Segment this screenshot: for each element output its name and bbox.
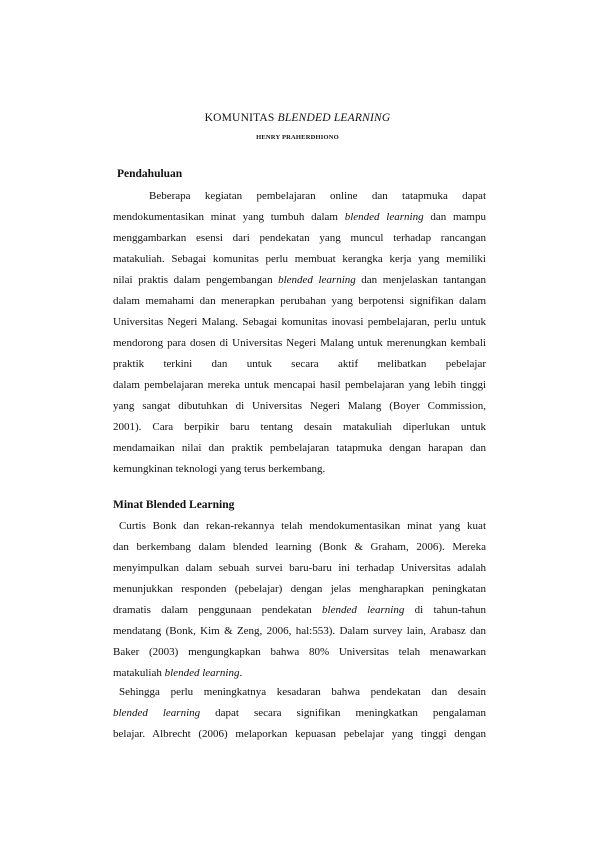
paragraph-line: dramatis dalam penggunaan pendekatan blended learning di tahun-tahun [113, 604, 486, 616]
italic-term: blended learning [344, 211, 424, 223]
section-heading-pendahuluan: Pendahuluan [117, 168, 183, 180]
italic-term: blended learning [164, 667, 240, 679]
paragraph-line: mendatang (Bonk, Kim & Zeng, 2006, hal:553). Dalam survey lain, Arabasz dan [113, 625, 486, 637]
italic-term: blended learning [278, 274, 356, 286]
paragraph-line: Sehingga perlu meningkatnya kesadaran bahwa pendekatan dan desain [119, 686, 486, 698]
paragraph-minat-2 [113, 682, 486, 745]
paragraph-pendahuluan [113, 186, 486, 480]
paragraph-line: mendamaikan nilai dan praktik pembelajaran tatapmuka dengan harapan dan [113, 442, 486, 454]
paragraph-line: dalam memahami dan menerapkan perubahan yang berpotensi signifikan dalam [113, 295, 486, 307]
paragraph-line: 2001). Cara berpikir baru tentang desain matakuliah diperlukan untuk [113, 421, 486, 433]
paragraph-line: matakuliah. Sebagai komunitas perlu membuat kerangka kerja yang memiliki [113, 253, 486, 265]
paragraph-line: Beberapa kegiatan pembelajaran online dan tatapmuka dapat [149, 190, 486, 202]
author-name: HENRY PRAHERDHIONO [256, 134, 339, 141]
paragraph-line: belajar. Albrecht (2006) melaporkan kepuasan pebelajar yang tinggi dengan [113, 728, 486, 740]
paragraph-line: dalam pembelajaran mereka untuk mencapai hasil pembelajaran yang lebih tinggi [113, 379, 486, 391]
paragraph-line: praktik terkini dan untuk secara aktif melibatkan pebelajar [113, 358, 486, 370]
paragraph-line: menunjukkan responden (pebelajar) dengan jelas mengharapkan peningkatan [113, 583, 486, 595]
paragraph-line: nilai praktis dalam pengembangan blended learning dan menjelaskan tantangan [113, 274, 486, 286]
paragraph-line: yang sangat dibutuhkan di Universitas Negeri Malang (Boyer Commission, [113, 400, 486, 412]
section-heading-minat: Minat Blended Learning [113, 499, 235, 511]
paragraph-line: Curtis Bonk dan rekan-rekannya telah mendokumentasikan minat yang kuat [119, 520, 486, 532]
paragraph-line: blended learning dapat secara signifikan meningkatkan pengalaman [113, 707, 486, 719]
paragraph-line: Baker (2003) mengungkapkan bahwa 80% Universitas telah menawarkan [113, 646, 486, 658]
paragraph-line: mendorong para dosen di Universitas Negeri Malang untuk merenungkan kembali [113, 337, 486, 349]
paragraph-line: matakuliah blended learning. [113, 667, 243, 679]
italic-term: blended learning [322, 604, 405, 616]
paragraph-line: kemungkinan teknologi yang terus berkembang. [113, 463, 326, 475]
document-title [0, 112, 595, 124]
paragraph-line: menggambarkan esensi dari pendekatan yang muncul terhadap rancangan [113, 232, 486, 244]
paragraph-line: dan berkembang dalam blended learning (Bonk & Graham, 2006). Mereka [113, 541, 486, 553]
paragraph-line: Universitas Negeri Malang. Sebagai komunitas inovasi pembelajaran, perlu untuk [113, 316, 486, 328]
paragraph-minat-1 [113, 516, 486, 684]
title-italic: BLENDED LEARNING [277, 112, 391, 124]
paragraph-line: menyimpulkan dalam sebuah survei baru-baru ini terhadap Universitas adalah [113, 562, 486, 574]
title-prefix: KOMUNITAS [204, 112, 278, 124]
paragraph-line: mendokumentasikan minat yang tumbuh dalam blended learning dan mampu [113, 211, 486, 223]
italic-term: blended learning [113, 707, 201, 719]
